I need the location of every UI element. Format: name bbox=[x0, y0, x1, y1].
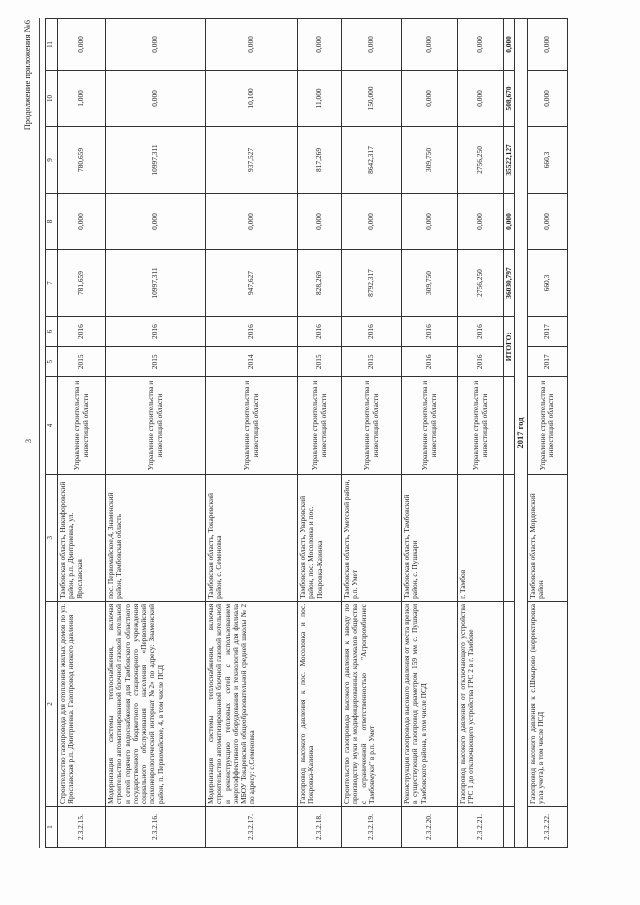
object-address: Тамбовская область, Уваровский район, пос. Мосоловка и пос. Покровка-Казинка bbox=[298, 474, 342, 601]
other-sources: 0,000 bbox=[527, 19, 567, 71]
col-header: 6 bbox=[46, 316, 58, 346]
col-header: 3 bbox=[46, 474, 58, 601]
total-cost: 10997,311 bbox=[106, 250, 206, 317]
appendix-note: Продолжение приложения №6 bbox=[22, 20, 32, 131]
regional-budget: 937,527 bbox=[206, 127, 298, 194]
total-cost: 828,269 bbox=[298, 250, 342, 317]
top-rule bbox=[39, 18, 40, 848]
local-budget: 11,000 bbox=[298, 70, 342, 126]
col-header: 7 bbox=[46, 250, 58, 317]
other-sources: 0,000 bbox=[206, 19, 298, 71]
object-name: Модернизация системы теплоснабжения, включая строительство автоматизированной блочной газовой котельной и реконструкцию тепловых сетей с использованием энергоэффективного оборудования и технологий для филиала МБОУ Токаревской общеобразовательной средней школы № 2 по адресу: с.Семеновка bbox=[206, 601, 298, 806]
row-number: 2.3.2.19. bbox=[342, 806, 402, 847]
customer: Управление строительства и инвестиций области bbox=[298, 377, 342, 474]
start-year: 2016 bbox=[402, 347, 458, 377]
regional-budget: 8642,317 bbox=[342, 127, 402, 194]
customer: Управление строительства и инвестиций области bbox=[458, 377, 504, 474]
object-name: Строительство газопровода высокого давления к заводу по производству муки и модифицированных крахмалов общества с ограниченной ответственностью "Агропромбизнес Тамбовмуки" в р.п. Умет bbox=[342, 601, 402, 806]
local-budget: 0,000 bbox=[458, 70, 504, 126]
col-header: 2 bbox=[46, 601, 58, 806]
row-number: 2.3.2.21. bbox=[458, 806, 504, 847]
start-year: 2015 bbox=[298, 347, 342, 377]
federal-budget: 0,000 bbox=[527, 193, 567, 249]
regional-budget: 309,750 bbox=[402, 127, 458, 194]
object-address: Тамбовская область, Токаревский район, с. Семеновка bbox=[206, 474, 298, 601]
end-year: 2016 bbox=[298, 316, 342, 346]
object-address: Тамбовская область, Никифоровский район, р.п. Дмитриевка, ул. Ярославская bbox=[58, 474, 106, 601]
federal-sum: 0,000 bbox=[504, 193, 515, 249]
federal-budget: 0,000 bbox=[58, 193, 106, 249]
other-sum: 0,000 bbox=[504, 19, 515, 71]
total-label: ИТОГО: bbox=[504, 316, 515, 376]
regional-budget: 660,3 bbox=[527, 127, 567, 194]
col-header: 4 bbox=[46, 377, 58, 474]
total-cost: 2756,250 bbox=[458, 250, 504, 317]
other-sources: 0,000 bbox=[58, 19, 106, 71]
table-row bbox=[58, 19, 106, 848]
federal-budget: 0,000 bbox=[206, 193, 298, 249]
col-header: 10 bbox=[46, 70, 58, 126]
object-name: Строительство газопровода для отопления жилых домов по ул. Ярославская р.п. Дмитриевка. Газопровод низкого давления bbox=[58, 601, 106, 806]
local-budget: 1,000 bbox=[58, 70, 106, 126]
start-year: 2015 bbox=[58, 347, 106, 377]
customer: Управление строительства и инвестиций области bbox=[527, 377, 567, 474]
federal-budget: 0,000 bbox=[342, 193, 402, 249]
regional-budget: 10997,311 bbox=[106, 127, 206, 194]
end-year: 2016 bbox=[402, 316, 458, 346]
row-number: 2.3.2.17. bbox=[206, 806, 298, 847]
col-header: 8 bbox=[46, 193, 58, 249]
col-header: 11 bbox=[46, 19, 58, 71]
end-year: 2016 bbox=[458, 316, 504, 346]
local-sum: 508,670 bbox=[504, 70, 515, 126]
total-cost: 947,627 bbox=[206, 250, 298, 317]
total-spacer bbox=[504, 806, 515, 847]
start-year: 2014 bbox=[206, 347, 298, 377]
col-header: 9 bbox=[46, 127, 58, 194]
local-budget: 0,000 bbox=[106, 70, 206, 126]
regional-budget: 780,659 bbox=[58, 127, 106, 194]
start-year: 2017 bbox=[527, 347, 567, 377]
object-name: Газопровод высокого давления от отключающего устройства ГРС 1 до отключающего устройства ГРС 2 в г. Тамбове bbox=[458, 601, 504, 806]
row-number: 2.3.2.16. bbox=[106, 806, 206, 847]
col-header: 5 bbox=[46, 347, 58, 377]
table-row bbox=[402, 19, 458, 848]
customer: Управление строительства и инвестиций области bbox=[58, 377, 106, 474]
total-spacer bbox=[504, 474, 515, 601]
other-sources: 0,000 bbox=[106, 19, 206, 71]
local-budget: 0,000 bbox=[527, 70, 567, 126]
total-cost: 309,750 bbox=[402, 250, 458, 317]
table-row bbox=[298, 19, 342, 848]
year-label: 2017 год bbox=[515, 19, 528, 848]
col-header: 1 bbox=[46, 806, 58, 847]
table-row bbox=[106, 19, 206, 848]
customer: Управление строительства и инвестиций области bbox=[106, 377, 206, 474]
total-cost-sum: 36030,797 bbox=[504, 250, 515, 317]
object-name: Газопровод высокого давления к пос. Мосоловка и пос. Покровка-Казинка bbox=[298, 601, 342, 806]
total-spacer bbox=[504, 601, 515, 806]
total-row bbox=[504, 19, 515, 848]
customer: Управление строительства и инвестиций области bbox=[206, 377, 298, 474]
object-name: Газопровод высокого давления к с.Шмырово (корректировка узла учета), в том числе ПСД bbox=[527, 601, 567, 806]
end-year: 2016 bbox=[106, 316, 206, 346]
row-number: 2.3.2.22. bbox=[527, 806, 567, 847]
object-address: Тамбовская область, Тамбовский район, с. Пушкари bbox=[402, 474, 458, 601]
federal-budget: 0,000 bbox=[402, 193, 458, 249]
object-name: Модернизация системы теплоснабжения, включая строительство автоматизированной блочной газовой котельной и сетей горячего водоснабжения для Тамбовского областного государственного бюджетного стационарного учреждения социального обслуживания населения «Первомайский психоневрологический интернат №2» по адресу: Знаменский район, п. Первомайское, 4, в том числе ПСД bbox=[106, 601, 206, 806]
page-number: 3 bbox=[24, 439, 33, 443]
other-sources: 0,000 bbox=[402, 19, 458, 71]
object-name: Реконструкция газопровода высокого давления от места врезки в существующий газопровод диаметром 159 мм с. Пушкари Тамбовского района, в том числе ПСД bbox=[402, 601, 458, 806]
object-address: г. Тамбов bbox=[458, 474, 504, 601]
end-year: 2017 bbox=[527, 316, 567, 346]
object-address: пос. Первомайское,4, Знаменский район, Тамбовская область bbox=[106, 474, 206, 601]
start-year: 2015 bbox=[106, 347, 206, 377]
customer: Управление строительства и инвестиций области bbox=[342, 377, 402, 474]
other-sources: 0,000 bbox=[298, 19, 342, 71]
rotated-content bbox=[22, 18, 605, 848]
regional-budget: 2756,250 bbox=[458, 127, 504, 194]
regional-sum: 35522,127 bbox=[504, 127, 515, 194]
row-number: 2.3.2.20. bbox=[402, 806, 458, 847]
regional-budget: 817,269 bbox=[298, 127, 342, 194]
object-address: Тамбовская область, Мордовский район bbox=[527, 474, 567, 601]
total-cost: 8792,317 bbox=[342, 250, 402, 317]
other-sources: 0,000 bbox=[342, 19, 402, 71]
table-row bbox=[527, 19, 567, 848]
federal-budget: 0,000 bbox=[458, 193, 504, 249]
local-budget: 0,000 bbox=[402, 70, 458, 126]
end-year: 2016 bbox=[342, 316, 402, 346]
total-cost: 781,659 bbox=[58, 250, 106, 317]
other-sources: 0,000 bbox=[458, 19, 504, 71]
total-cost: 660,3 bbox=[527, 250, 567, 317]
federal-budget: 0,000 bbox=[106, 193, 206, 249]
start-year: 2016 bbox=[458, 347, 504, 377]
program-table bbox=[45, 18, 568, 848]
table-row bbox=[206, 19, 298, 848]
row-number: 2.3.2.15. bbox=[58, 806, 106, 847]
federal-budget: 0,000 bbox=[298, 193, 342, 249]
customer: Управление строительства и инвестиций области bbox=[402, 377, 458, 474]
local-budget: 150,000 bbox=[342, 70, 402, 126]
end-year: 2016 bbox=[58, 316, 106, 346]
year-header-row bbox=[515, 19, 528, 848]
table-row bbox=[342, 19, 402, 848]
end-year: 2016 bbox=[206, 316, 298, 346]
table-row bbox=[458, 19, 504, 848]
column-number-row bbox=[46, 19, 58, 848]
total-spacer bbox=[504, 377, 515, 474]
start-year: 2015 bbox=[342, 347, 402, 377]
object-address: Тамбовская область, Уметский район, р.п. Умет bbox=[342, 474, 402, 601]
local-budget: 10,100 bbox=[206, 70, 298, 126]
row-number: 2.3.2.18. bbox=[298, 806, 342, 847]
